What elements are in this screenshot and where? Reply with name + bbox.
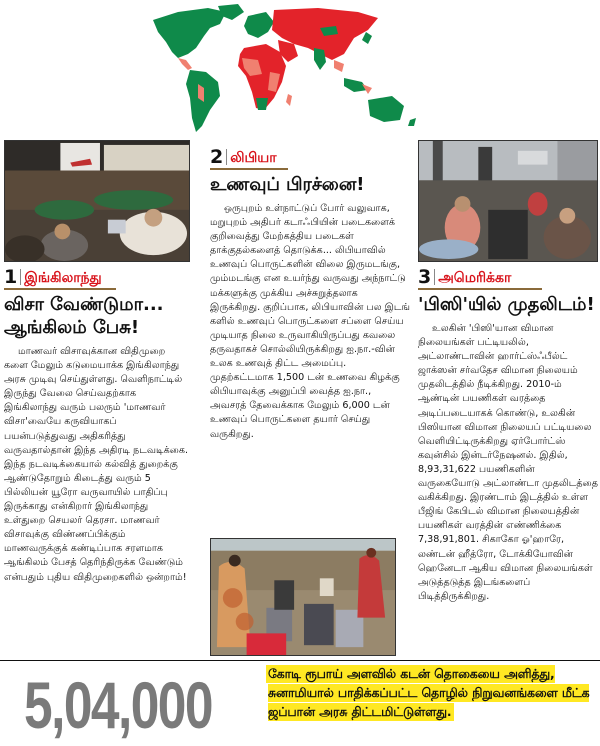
country-label: லிபியா xyxy=(230,150,277,166)
world-map-graphic xyxy=(148,2,438,136)
story-england xyxy=(4,140,190,585)
headline-line-2: ஆங்கிலம் பேசு! xyxy=(4,317,140,338)
story-tag xyxy=(210,148,288,170)
headline-line-1: உணவுப் பிரச்னை! xyxy=(210,174,365,195)
refugees-with-luggage-photo xyxy=(210,538,396,656)
tag-divider xyxy=(434,269,435,285)
story-body xyxy=(210,202,410,442)
story-tag xyxy=(4,268,116,290)
headline-line-1: விசா வேண்டுமா... xyxy=(4,294,164,315)
story-tag xyxy=(418,268,542,290)
tag-divider xyxy=(20,269,21,285)
story-headline xyxy=(418,293,598,316)
stat-caption xyxy=(268,665,594,722)
headline-line-1: 'பிஸி'யில் முதலிடம்! xyxy=(418,294,595,315)
country-label: இங்கிலாந்து xyxy=(24,270,102,286)
story-headline xyxy=(210,173,410,196)
story-number: 2 xyxy=(210,146,224,168)
story-paragraph: மாணவர் விசாவுக்கான விதிமுறை களை மேலும் கடுமையாக்க இங்கிலாந்து அரசு முடிவு செய்துள்ளது. வெளிநாட்டில் இருந்து வேலை செய்வதற்காக இங்கிலாந்து வரும் பலரும் 'மாணவர் விசா'வையே கருவியாகப் பயன்படுத்துவது அதிகரித்து வருவதால்தான் இந்த அதிரடி நடவடிக்கை. இந்த நடவடிக்கையால் கல்வித் துறைக்கு ஆண்டுதோறும் கிடைத்து வரும் 5 பில்லியன் யூரோ வருவாயில் பாதிப்பு இருக்காது என்கிறார் இங்கிலாந்து உள்துறை செயலர் தெரசா. மாணவர் விசாவுக்கு விண்ணப்பிக்கும் மாணவருக்குக் கண்டிப்பாக சரளமாக ஆங்கிலம் பேசத் தெரிந்திருக்க வேண்டும் என்பதும் புதிய விதிமுறைகளில் ஒன்றாம்! xyxy=(4,346,189,583)
story-america xyxy=(418,140,598,604)
airport-waiting-lounge-photo xyxy=(418,140,598,262)
story-body xyxy=(4,345,190,585)
story-number: 3 xyxy=(418,266,432,288)
section-divider xyxy=(0,660,600,661)
story-number: 1 xyxy=(4,266,18,288)
highlighted-caption-text: கோடி ரூபாய் அளவில் கடன் தொகையை அளித்து, சுனாமியால் பாதிக்கப்பட்ட தொழில் நிறுவனங்களை மீட்க ஜப்பான் அரசு திட்டமிட்டுள்ளது. xyxy=(268,667,590,719)
story-headline xyxy=(4,293,190,339)
story-libya xyxy=(210,140,410,442)
country-label: அமெரிக்கா xyxy=(438,270,512,286)
world-map-icon xyxy=(148,2,438,136)
story-body xyxy=(418,322,598,604)
lecture-hall-students-photo xyxy=(4,140,190,262)
story-paragraph: உலகின் 'பிஸி'யான விமான நிலையங்கள் பட்டியலில், அட்லாண்டாவின் ஹார்ட்ஸ்ஃபீல்ட் ஜாக்ஸன் சர்வதேச விமான நிலையம் முதலிடத்தில் நீடிக்கிறது. 2010-ம் ஆண்டின் பயணிகள் வரத்தை அடிப்படையாகக் கொண்டு, உலகின் பிஸியான விமான நிலையப் பட்டியலை வெளியிட்டிருக்கிறது ஏர்போர்ட்ஸ் கவுன்சில் இன்டர்நேஷனல். இதில், 8,93,31,622 பயணிகளின் வருகையோடு அட்லாண்டா முதலிடத்தை வகிக்கிறது. இரண்டாம் இடத்தில் உள்ள பீஜிங் கேபிடல் விமான நிலையத்தின் பயணிகள் வரத்தின் எண்ணிக்கை 7,38,91,801. சிகாகோ ஓ'ஹாரே, லண்டன் ஹீத்ரோ, டோக்கியோவின் ஹெனேடா ஆகிய விமான நிலையங்கள் அடுத்தடுத்த இடங்களைப் பிடித்திருக்கிறது. xyxy=(418,323,599,602)
stat-big-number: 5,04,000 xyxy=(24,668,212,742)
tag-divider xyxy=(226,149,227,165)
story-paragraph: ஒருபுறம் உள்நாட்டுப் போர் வலுவாக, மறுபுறம் அதிபர் கடாஃபியின் படைகளைக் குறிவைத்து மேற்கத்திய படைகள் தாக்குதல்களைத் தொடுக்க... லிபியாவில் உணவுப் பொருட்களின் விலை இருமடங்கு, மும்மடங்கு என உயர்ந்து வருவது அந்நாட்டு மக்களுக்கு முக்கிய அச்சுறுத்தலாக இருக்கிறது. குறிப்பாக, லிபியாவின் பல இடங் களில் உணவுப் பொருட்களை சப்ளை செய்ய முடியாத நிலை உருவாகியிருப்பது கவலை தருவதாகச் சொல்லியிருக்கிறது ஐ.நா.-வின் உலக உணவுத் திட்ட அமைப்பு. முதற்கட்டமாக 1,500 டன் உணவை கிழக்கு லிபியாவுக்கு அனுப்பி வைத்த ஐ.நா., அவசரத் தேவைக்காக மேலும் 6,000 டன் உணவுப் பொருட்களை தயார் செய்து வருகிறது. xyxy=(210,203,410,440)
